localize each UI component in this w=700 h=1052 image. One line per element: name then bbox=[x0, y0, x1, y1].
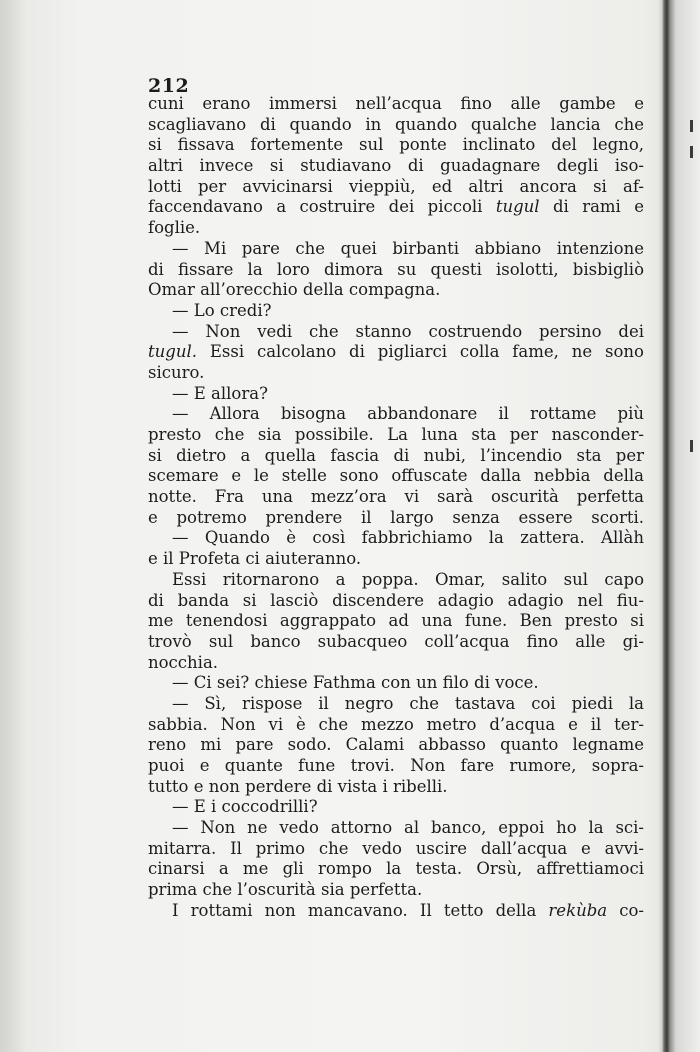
text-line: puoi e quante fune trovi. Non fare rumore, sopra- bbox=[148, 756, 644, 775]
text-line: notte. Fra una mezz’ora vi sarà oscurità perfetta bbox=[148, 487, 644, 507]
italic-word: tugul bbox=[495, 197, 540, 217]
text-line: lotti per avvicinarsi vieppiù, ed altri ancora si af- bbox=[148, 176, 644, 196]
text-line: si fissava fortemente sul ponte inclinato del legno, bbox=[148, 135, 644, 155]
text-line: — Lo credi? bbox=[172, 300, 272, 320]
text-line: reno mi pare sodo. Calami abbasso quanto legname bbox=[148, 735, 644, 755]
text-line: tutto e non perdere di vista i ribelli. bbox=[148, 776, 448, 796]
text-line: scagliavano di quando in quando qualche lancia che bbox=[148, 114, 644, 134]
text-line: — Allora bisogna abbandonare il rottame più bbox=[172, 404, 644, 424]
text-line: me tenendosi aggrappato ad una fune. Ben presto si bbox=[148, 611, 644, 631]
text-line: e il Profeta ci aiuteranno. bbox=[148, 549, 362, 569]
text-line: nocchia. bbox=[148, 652, 219, 672]
text-line: mitarra. Il primo che vedo uscire dall’acqua e avvi- bbox=[148, 838, 644, 858]
text-line: trovò sul banco subacqueo coll’acqua fino alle gi- bbox=[148, 631, 644, 651]
edge-mark bbox=[690, 146, 693, 158]
text-line: cinarsi a me gli rompo la testa. Orsù, affrettiamoci bbox=[148, 859, 644, 879]
text-line: di banda si lasciò discendere adagio adagio nel fiu- bbox=[148, 590, 644, 610]
text-line: e potremo prendere il largo senza essere scorti. bbox=[148, 507, 644, 527]
text-line: scemare e le stelle sono offuscate dalla nebbia della bbox=[148, 466, 644, 486]
text-line: faccendavano a costruire dei piccoli tugul di rami e bbox=[148, 197, 644, 217]
text-line: foglie. bbox=[148, 218, 201, 238]
text-line: I rottami non mancavano. Il tetto della rekùba co- bbox=[172, 900, 644, 920]
text-line: sicuro. bbox=[148, 362, 205, 382]
text-line: — Non vedi che stanno costruendo persino dei bbox=[172, 321, 644, 341]
text-line: — Mi pare che quei birbanti abbiano intenzione bbox=[172, 238, 644, 258]
gutter-shadow bbox=[0, 0, 26, 1052]
text-line: prima che l’oscurità sia perfetta. bbox=[148, 880, 423, 900]
text-line: Essi ritornarono a poppa. Omar, salito sul capo bbox=[172, 569, 644, 589]
text-line: di fissare la loro dimora su questi isolotti, bisbigliò bbox=[148, 259, 644, 279]
text-line: — E allora? bbox=[172, 383, 268, 403]
italic-word: rekùba bbox=[548, 900, 608, 920]
italic-word: tugul. bbox=[148, 342, 197, 362]
text-line: si dietro a quella fascia di nubi, l’incendio sta per bbox=[148, 445, 644, 465]
text-line: Omar all’orecchio della compagna. bbox=[148, 280, 441, 300]
edge-mark bbox=[690, 120, 693, 132]
text-line: sabbia. Non vi è che mezzo metro d’acqua e il ter- bbox=[148, 714, 644, 734]
text-line: presto che sia possibile. La luna sta per nasconder- bbox=[148, 425, 644, 444]
text-line: cuni erano immersi nell’acqua fino alle gambe e bbox=[148, 94, 644, 113]
text-line: — E i coccodrilli? bbox=[172, 797, 318, 817]
body-text bbox=[148, 94, 644, 922]
text-line: — Sì, rispose il negro che tastava coi piedi la bbox=[172, 693, 644, 713]
text-line: tugul. Essi calcolano di pigliarci colla fame, ne sono bbox=[148, 342, 644, 362]
text-line: — Non ne vedo attorno al banco, eppoi ho la sci- bbox=[172, 818, 644, 838]
next-page-edge bbox=[658, 0, 700, 1052]
page-number: 212 bbox=[148, 75, 190, 97]
edge-mark bbox=[690, 440, 693, 452]
text-line: — Ci sei? chiese Fathma con un filo di voce. bbox=[172, 673, 539, 693]
text-line: — Quando è così fabbrichiamo la zattera. Allàh bbox=[172, 528, 644, 548]
text-line: altri invece si studiavano di guadagnare degli iso- bbox=[148, 156, 644, 176]
